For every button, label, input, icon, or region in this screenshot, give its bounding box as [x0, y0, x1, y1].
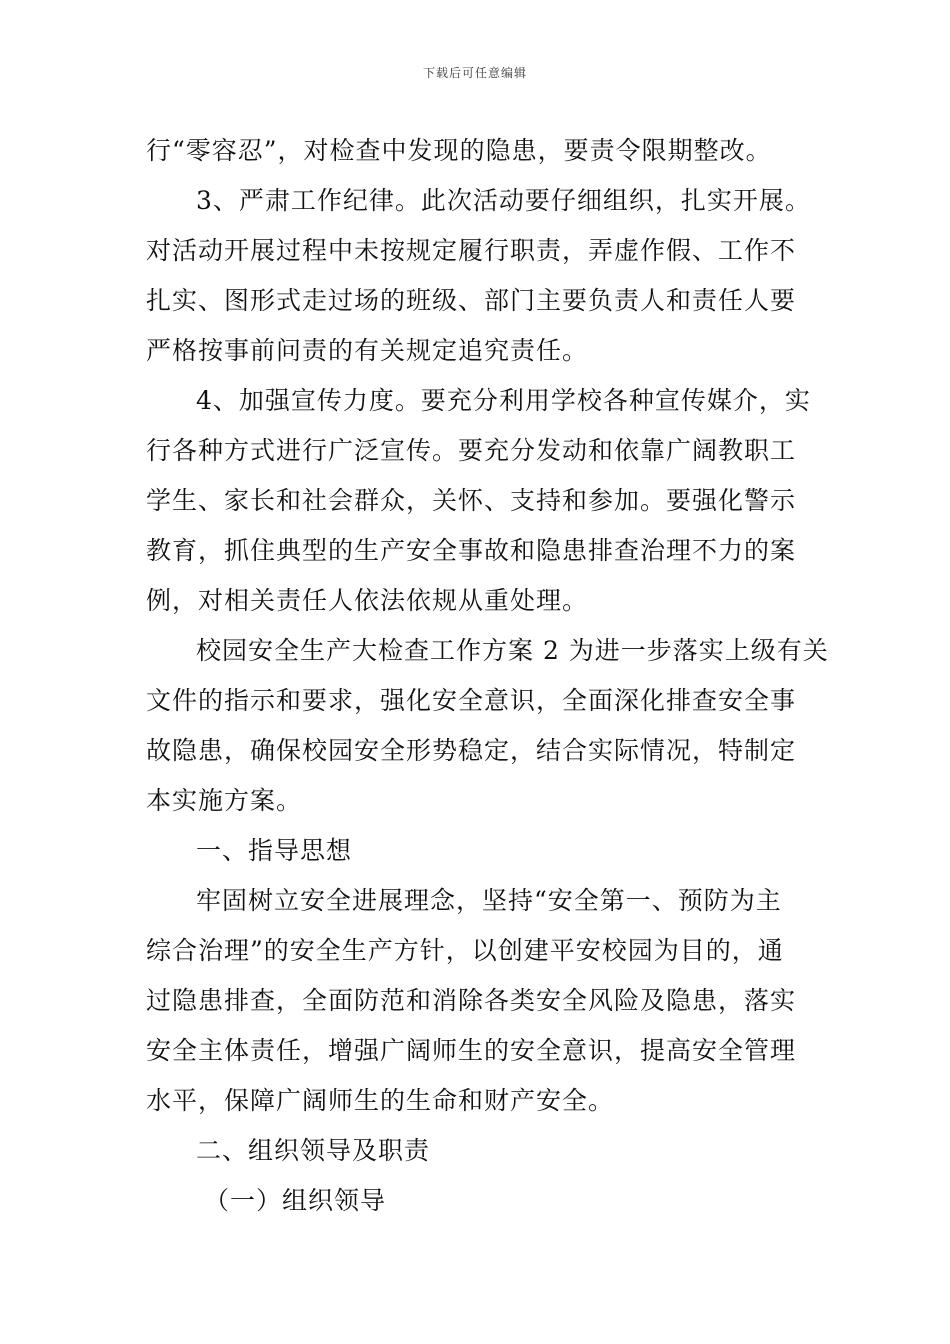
- document-body: [146, 126, 829, 1226]
- text-line: 3、严肃工作纪律。此次活动要仔细组织，扎实开展。: [196, 186, 811, 215]
- section-heading: 一、指导思想: [196, 836, 353, 865]
- text-line: 教育，抓住典型的生产安全事故和隐患排查治理不力的案: [146, 536, 797, 565]
- text-line: 例，对相关责任人依法依规从重处理。: [146, 586, 589, 615]
- text-line: 行“零容忍”，对检查中发现的隐患，要责令限期整改。: [146, 136, 772, 165]
- text-line: 严格按事前问责的有关规定追究责任。: [146, 336, 589, 365]
- text-line: 学生、家长和社会群众，关怀、支持和参加。要强化警示: [146, 486, 797, 515]
- text-line: 过隐患排查，全面防范和消除各类安全风险及隐患，落实: [146, 986, 797, 1015]
- text-line: 扎实、图形式走过场的班级、部门主要负责人和责任人要: [146, 286, 797, 315]
- text-line: 4、加强宣传力度。要充分利用学校各种宣传媒介，实: [196, 386, 811, 415]
- text-line: 对活动开展过程中未按规定履行职责，弄虚作假、工作不: [146, 236, 797, 265]
- text-line: 水平，保障广阔师生的生命和财产安全。: [146, 1086, 615, 1115]
- page-header: 下载后可任意编辑: [422, 66, 527, 80]
- text-line: 安全主体责任，增强广阔师生的安全意识，提高安全管理: [146, 1036, 797, 1065]
- text-line: 牢固树立安全进展理念，坚持“安全第一、预防为主: [196, 886, 782, 915]
- text-line: 校园安全生产大检查工作方案 2 为进一步落实上级有关: [196, 636, 829, 665]
- section-heading: 二、组织领导及职责: [196, 1136, 431, 1165]
- text-line: 行各种方式进行广泛宣传。要充分发动和依靠广阔教职工: [146, 436, 797, 465]
- text-line: 综合治理”的安全生产方针，以创建平安校园为目的，通: [146, 936, 784, 965]
- text-line: 文件的指示和要求，强化安全意识，全面深化排查安全事: [146, 686, 797, 715]
- text-line: 故隐患，确保校园安全形势稳定，结合实际情况，特制定: [146, 736, 797, 765]
- subsection-heading: （一）组织领导: [204, 1186, 387, 1215]
- text-line: 本实施方案。: [146, 786, 303, 815]
